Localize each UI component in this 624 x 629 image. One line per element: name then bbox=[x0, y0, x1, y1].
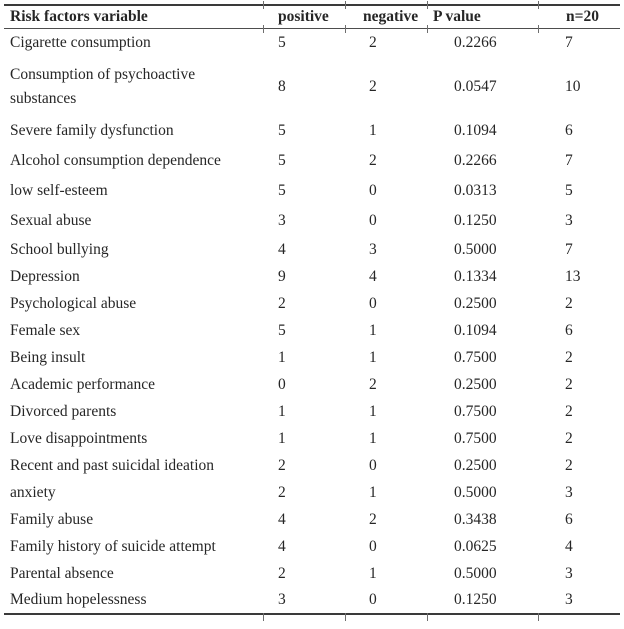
cell-negative: 1 bbox=[369, 348, 377, 366]
cell-negative: 2 bbox=[369, 78, 377, 95]
cell-p_value: 0.7500 bbox=[454, 429, 497, 447]
cell-variable: Depression bbox=[10, 267, 80, 285]
cell-positive: 2 bbox=[278, 564, 286, 582]
column-header-n: n=20 bbox=[566, 7, 599, 25]
cell-negative: 1 bbox=[369, 483, 377, 501]
column-boundary-tick bbox=[263, 25, 264, 33]
table-header bbox=[4, 5, 620, 28]
cell-n: 3 bbox=[565, 483, 573, 501]
column-header-positive: positive bbox=[278, 7, 329, 25]
cell-positive: 1 bbox=[278, 348, 286, 366]
cell-p_value: 0.2500 bbox=[454, 294, 497, 312]
table-row bbox=[4, 28, 620, 58]
cell-negative: 0 bbox=[369, 537, 377, 555]
cell-negative: 2 bbox=[369, 375, 377, 393]
cell-p_value: 0.0547 bbox=[454, 78, 497, 95]
cell-variable: Being insult bbox=[10, 348, 86, 366]
cell-n: 3 bbox=[565, 564, 573, 582]
cell-positive: 5 bbox=[278, 152, 286, 169]
cell-n: 7 bbox=[565, 34, 573, 52]
cell-p_value: 0.1334 bbox=[454, 267, 497, 285]
cell-negative: 1 bbox=[369, 321, 377, 339]
cell-variable: School bullying bbox=[10, 240, 109, 258]
cell-variable: Severe family dysfunction bbox=[10, 122, 174, 139]
cell-n: 13 bbox=[565, 267, 581, 285]
column-boundary-tick bbox=[345, 613, 346, 621]
cell-positive: 2 bbox=[278, 294, 286, 312]
column-boundary-tick bbox=[538, 1, 539, 9]
table-row bbox=[4, 425, 620, 452]
cell-positive: 3 bbox=[278, 212, 286, 229]
risk-factors-table bbox=[4, 4, 620, 615]
cell-n: 10 bbox=[565, 78, 581, 95]
table-row bbox=[4, 58, 620, 116]
cell-n: 7 bbox=[565, 240, 573, 258]
cell-negative: 0 bbox=[369, 294, 377, 312]
cell-positive: 5 bbox=[278, 122, 286, 139]
cell-negative: 1 bbox=[369, 429, 377, 447]
cell-variable: Sexual abuse bbox=[10, 212, 92, 229]
cell-n: 6 bbox=[565, 321, 573, 339]
cell-positive: 9 bbox=[278, 267, 286, 285]
cell-positive: 5 bbox=[278, 182, 286, 199]
cell-negative: 2 bbox=[369, 34, 377, 52]
cell-positive: 2 bbox=[278, 483, 286, 501]
cell-n: 2 bbox=[565, 456, 573, 474]
cell-p_value: 0.2266 bbox=[454, 152, 497, 169]
table-row bbox=[4, 560, 620, 587]
cell-n: 7 bbox=[565, 152, 573, 169]
cell-variable: Alcohol consumption dependence bbox=[10, 152, 221, 169]
column-boundary-tick bbox=[263, 613, 264, 621]
column-boundary-tick bbox=[263, 1, 264, 9]
cell-negative: 4 bbox=[369, 267, 377, 285]
cell-positive: 4 bbox=[278, 510, 286, 528]
cell-n: 6 bbox=[565, 510, 573, 528]
column-boundary-tick bbox=[427, 25, 428, 33]
table-row bbox=[4, 479, 620, 506]
cell-p_value: 0.2266 bbox=[454, 34, 497, 52]
cell-n: 4 bbox=[565, 537, 573, 555]
cell-negative: 2 bbox=[369, 152, 377, 169]
table-row bbox=[4, 263, 620, 290]
cell-positive: 5 bbox=[278, 34, 286, 52]
table-row bbox=[4, 452, 620, 479]
cell-p_value: 0.5000 bbox=[454, 483, 497, 501]
cell-n: 3 bbox=[565, 591, 573, 608]
cell-negative: 0 bbox=[369, 456, 377, 474]
cell-positive: 4 bbox=[278, 537, 286, 555]
column-boundary-tick bbox=[427, 1, 428, 9]
table-row bbox=[4, 533, 620, 560]
column-header-risk-factors-variable: Risk factors variable bbox=[10, 7, 148, 25]
cell-p_value: 0.2500 bbox=[454, 456, 497, 474]
cell-p_value: 0.1094 bbox=[454, 321, 497, 339]
cell-n: 2 bbox=[565, 375, 573, 393]
cell-negative: 1 bbox=[369, 564, 377, 582]
cell-n: 6 bbox=[565, 122, 573, 139]
cell-variable: Family abuse bbox=[10, 510, 94, 528]
cell-n: 2 bbox=[565, 429, 573, 447]
cell-p_value: 0.1094 bbox=[454, 122, 497, 139]
cell-variable: Parental absence bbox=[10, 564, 114, 582]
cell-negative: 0 bbox=[369, 212, 377, 229]
table-row bbox=[4, 290, 620, 317]
table-row bbox=[4, 506, 620, 533]
cell-variable: Psychological abuse bbox=[10, 294, 137, 312]
cell-negative: 3 bbox=[369, 240, 377, 258]
cell-variable: Divorced parents bbox=[10, 402, 117, 420]
cell-p_value: 0.3438 bbox=[454, 510, 497, 528]
cell-variable: low self-esteem bbox=[10, 182, 108, 199]
cell-negative: 0 bbox=[369, 591, 377, 608]
cell-variable: Academic performance bbox=[10, 375, 156, 393]
column-boundary-tick bbox=[538, 25, 539, 33]
cell-positive: 1 bbox=[278, 402, 286, 420]
cell-variable: Cigarette consumption bbox=[10, 34, 151, 52]
cell-n: 2 bbox=[565, 402, 573, 420]
cell-p_value: 0.5000 bbox=[454, 240, 497, 258]
header-row bbox=[4, 5, 620, 28]
table-row bbox=[4, 116, 620, 146]
cell-positive: 4 bbox=[278, 240, 286, 258]
cell-negative: 1 bbox=[369, 402, 377, 420]
cell-p_value: 0.0625 bbox=[454, 537, 497, 555]
table-row bbox=[4, 236, 620, 263]
column-boundary-tick bbox=[345, 25, 346, 33]
cell-variable: anxiety bbox=[10, 483, 56, 501]
table-row bbox=[4, 371, 620, 398]
cell-positive: 3 bbox=[278, 591, 286, 608]
cell-n: 2 bbox=[565, 348, 573, 366]
cell-n: 2 bbox=[565, 294, 573, 312]
cell-p_value: 0.2500 bbox=[454, 375, 497, 393]
cell-variable: Medium hopelessness bbox=[10, 591, 147, 608]
cell-negative: 2 bbox=[369, 510, 377, 528]
table-row bbox=[4, 398, 620, 425]
column-header-p-value: P value bbox=[433, 7, 481, 25]
cell-negative: 1 bbox=[369, 122, 377, 139]
cell-p_value: 0.5000 bbox=[454, 564, 497, 582]
cell-positive: 0 bbox=[278, 375, 286, 393]
cell-p_value: 0.0313 bbox=[454, 182, 497, 199]
column-boundary-tick bbox=[538, 613, 539, 621]
cell-positive: 1 bbox=[278, 429, 286, 447]
cell-positive: 5 bbox=[278, 321, 286, 339]
cell-positive: 8 bbox=[278, 78, 286, 95]
cell-negative: 0 bbox=[369, 182, 377, 199]
cell-p_value: 0.7500 bbox=[454, 402, 497, 420]
cell-n: 3 bbox=[565, 212, 573, 229]
table-row bbox=[4, 176, 620, 206]
cell-variable: Consumption of psychoactive substances bbox=[10, 66, 196, 107]
cell-variable: Female sex bbox=[10, 321, 81, 339]
column-boundary-tick bbox=[427, 613, 428, 621]
cell-positive: 2 bbox=[278, 456, 286, 474]
cell-p_value: 0.1250 bbox=[454, 591, 497, 608]
cell-variable: Family history of suicide attempt bbox=[10, 537, 216, 555]
table-row bbox=[4, 317, 620, 344]
cell-p_value: 0.1250 bbox=[454, 212, 497, 229]
table-row bbox=[4, 344, 620, 371]
cell-n: 5 bbox=[565, 182, 573, 199]
table-body bbox=[4, 28, 620, 614]
column-boundary-tick bbox=[345, 1, 346, 9]
column-header-negative: negative bbox=[363, 7, 419, 25]
cell-variable: Love disappointments bbox=[10, 429, 148, 447]
table-row bbox=[4, 146, 620, 176]
cell-p_value: 0.7500 bbox=[454, 348, 497, 366]
table-row bbox=[4, 587, 620, 614]
table-row bbox=[4, 206, 620, 236]
cell-variable: Recent and past suicidal ideation bbox=[10, 456, 215, 474]
